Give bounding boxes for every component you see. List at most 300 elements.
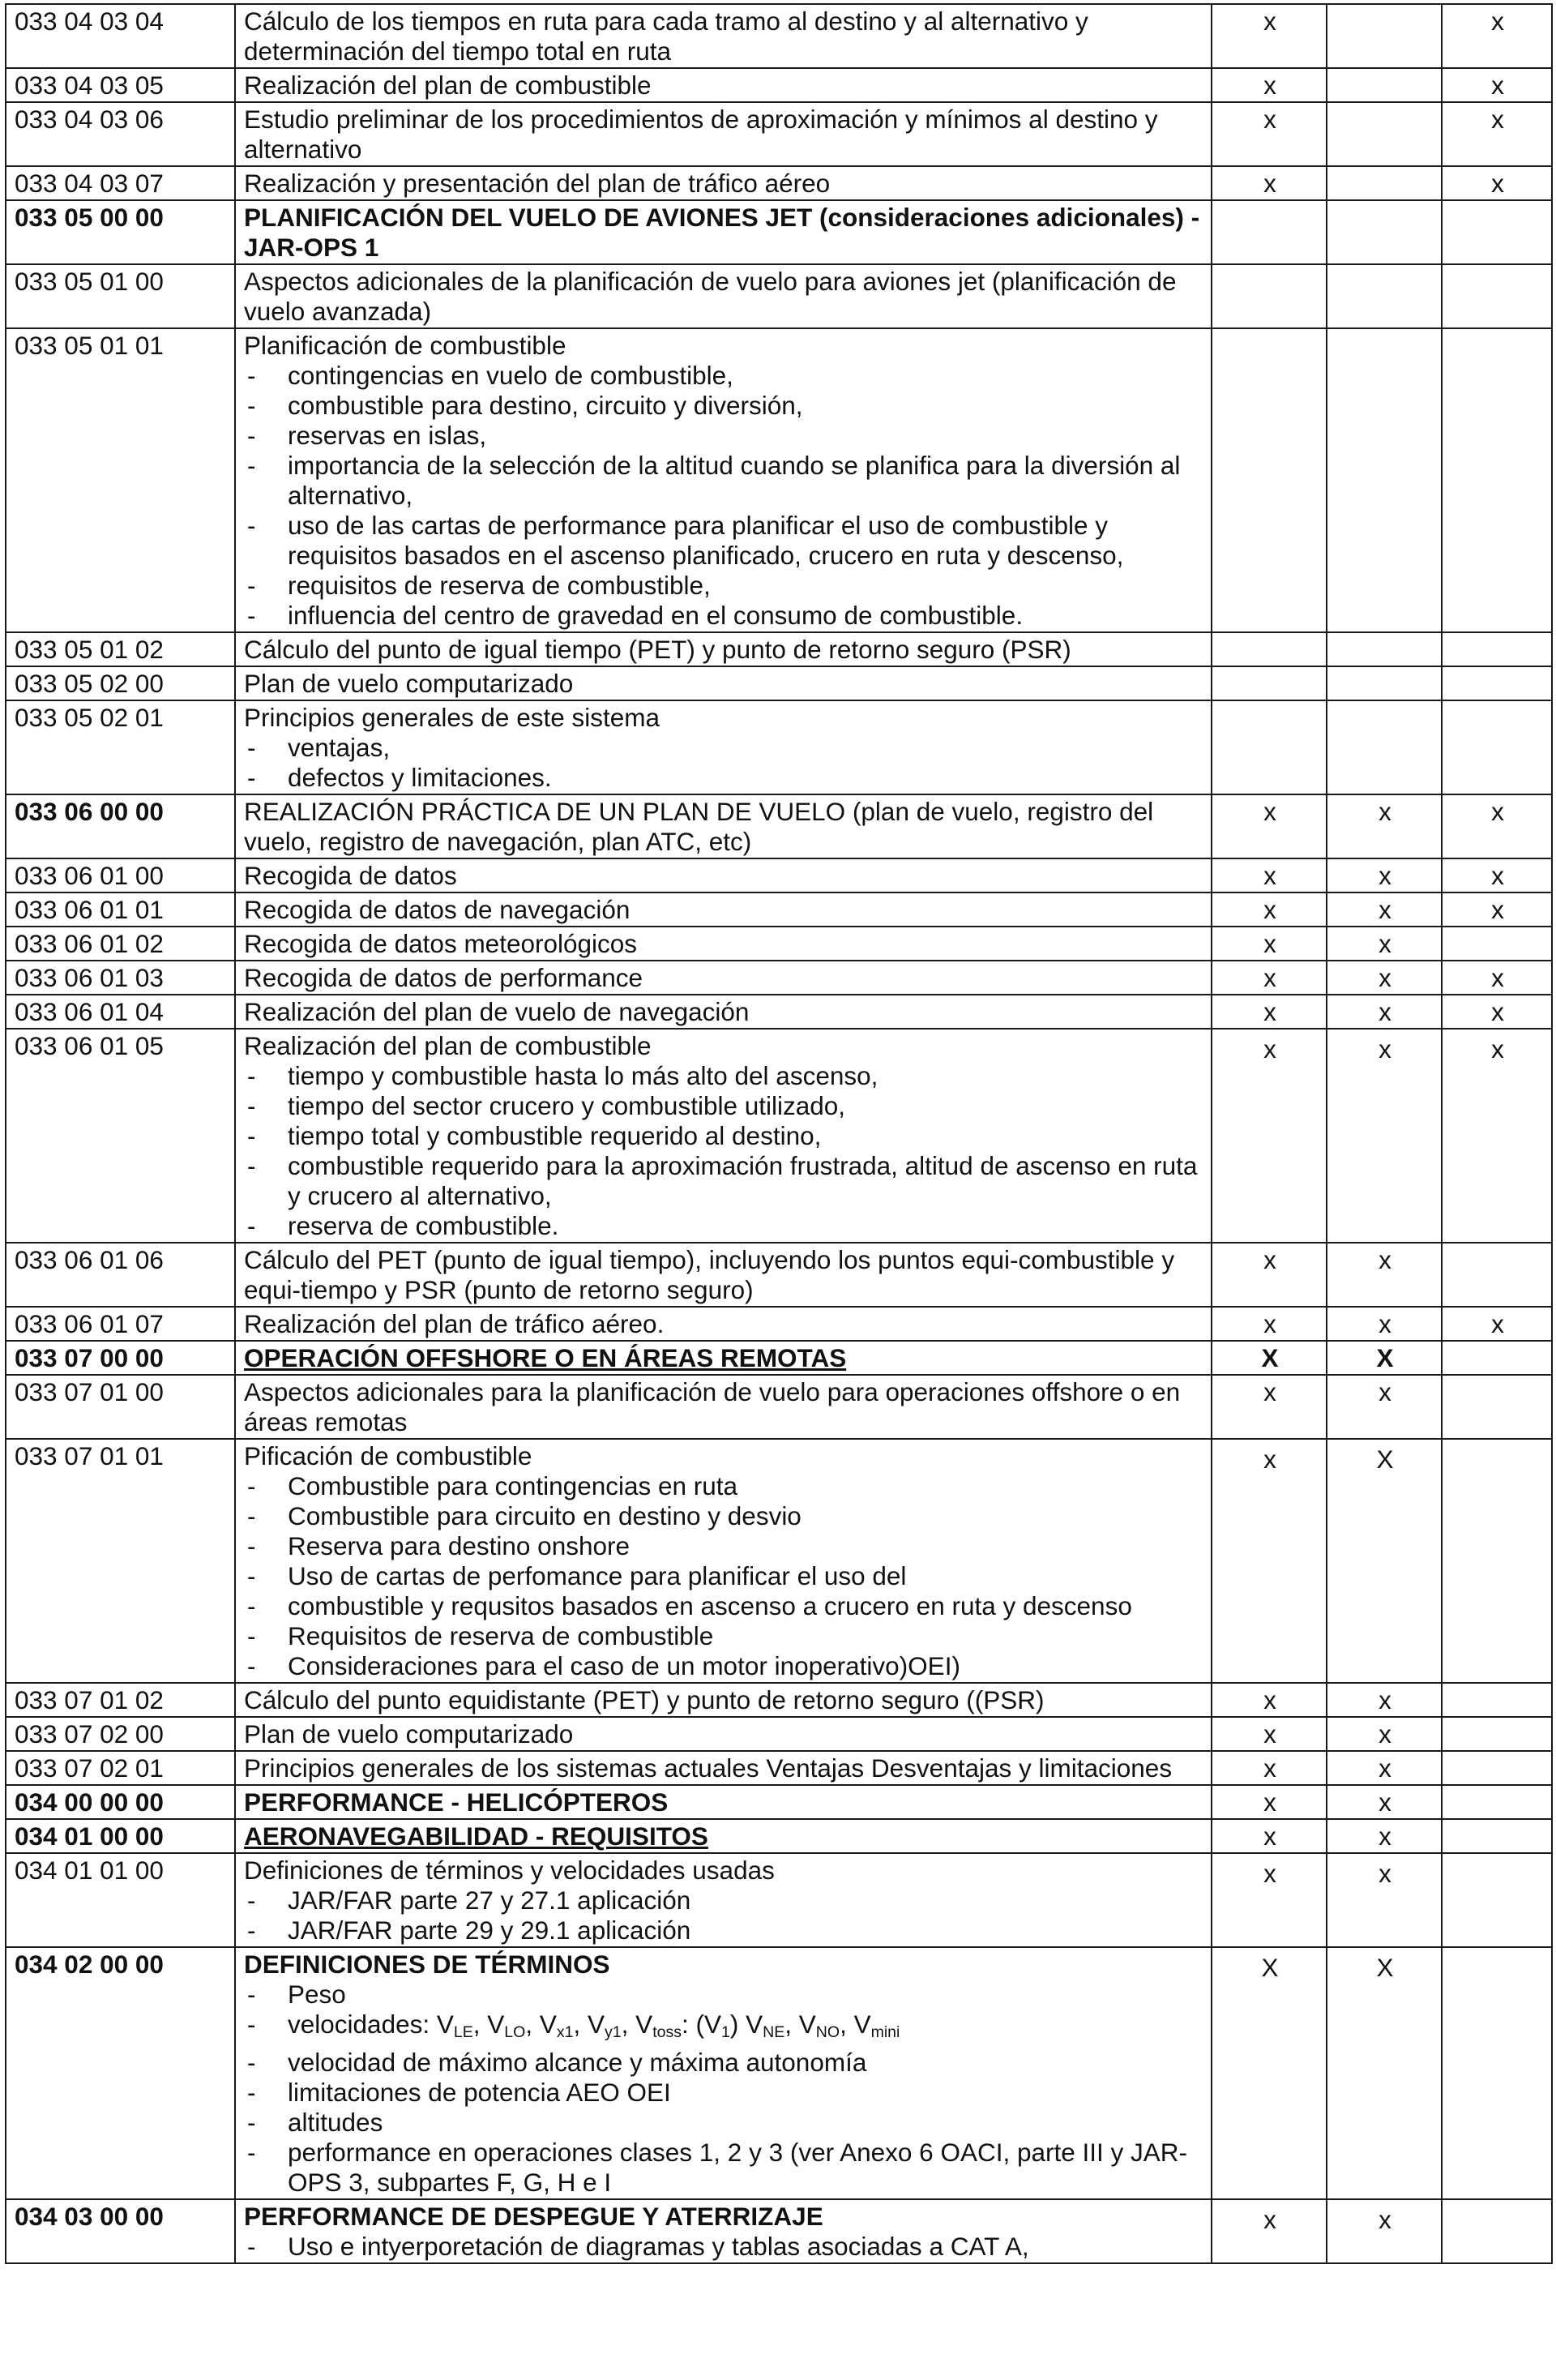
applicability-cell-2 xyxy=(1327,68,1442,102)
table-row xyxy=(6,1375,1552,1439)
syllabus-description xyxy=(235,892,1212,927)
topic-title: Recogida de datos meteorológicos xyxy=(244,929,638,958)
table-row xyxy=(6,700,1552,794)
table-row xyxy=(6,995,1552,1029)
applicability-mark: X xyxy=(1261,1343,1279,1372)
applicability-mark: x xyxy=(1263,929,1276,958)
table-row xyxy=(6,1853,1552,1947)
applicability-mark: x xyxy=(1263,1309,1276,1338)
bullet-item: - JAR/FAR parte 29 y 29.1 aplicación xyxy=(244,1916,1204,1946)
bullet-item: - ventajas, xyxy=(244,733,1204,763)
applicability-cell-1 xyxy=(1212,2199,1327,2263)
syllabus-code: 034 02 00 00 xyxy=(6,1947,235,2199)
applicability-mark: x xyxy=(1263,861,1276,890)
applicability-cell-1 xyxy=(1212,68,1327,102)
topic-title: Realización del plan de tráfico aéreo. xyxy=(244,1309,665,1338)
syllabus-description xyxy=(235,1375,1212,1439)
applicability-mark: x xyxy=(1263,169,1276,198)
syllabus-code: 033 07 00 00 xyxy=(6,1341,235,1375)
syllabus-code: 033 06 01 02 xyxy=(6,927,235,961)
applicability-cell-1 xyxy=(1212,4,1327,68)
syllabus-description xyxy=(235,666,1212,700)
syllabus-description xyxy=(235,264,1212,328)
applicability-cell-1 xyxy=(1212,858,1327,892)
topic-title: Planificación de combustible xyxy=(244,331,566,360)
applicability-cell-3 xyxy=(1442,1375,1552,1439)
topic-title: Recogida de datos de navegación xyxy=(244,895,631,924)
applicability-mark: x xyxy=(1263,997,1276,1026)
applicability-mark: x xyxy=(1379,997,1391,1026)
syllabus-code: 033 06 01 04 xyxy=(6,995,235,1029)
applicability-cell-1 xyxy=(1212,1307,1327,1341)
applicability-mark: x xyxy=(1491,1034,1504,1064)
topic-title: PERFORMANCE DE DESPEGUE Y ATERRIZAJE xyxy=(244,2201,823,2231)
applicability-mark: x xyxy=(1263,895,1276,924)
syllabus-description xyxy=(235,200,1212,264)
topic-title: Aspectos adicionales para la planificación de vuelo para operaciones offshore o en áreas remotas xyxy=(244,1377,1181,1436)
bullet-item: - altitudes xyxy=(244,2108,1204,2138)
applicability-cell-1 xyxy=(1212,995,1327,1029)
syllabus-description xyxy=(235,1307,1212,1341)
applicability-cell-1 xyxy=(1212,1717,1327,1751)
syllabus-code: 033 04 03 07 xyxy=(6,166,235,200)
applicability-mark: X xyxy=(1376,1343,1394,1372)
applicability-cell-2 xyxy=(1327,102,1442,166)
applicability-cell-2 xyxy=(1327,1375,1442,1439)
bullet-list xyxy=(244,1886,1204,1946)
applicability-mark: x xyxy=(1379,1377,1391,1406)
applicability-cell-1 xyxy=(1212,892,1327,927)
topic-title: Cálculo del punto de igual tiempo (PET) y punto de retorno seguro (PSR) xyxy=(244,635,1071,664)
bullet-item: - combustible y requsitos basados en ascenso a crucero en ruta y descenso xyxy=(244,1591,1204,1621)
bullet-item: - Reserva para destino onshore xyxy=(244,1531,1204,1561)
syllabus-code: 033 07 02 01 xyxy=(6,1751,235,1785)
applicability-cell-3 xyxy=(1442,1947,1552,2199)
applicability-cell-2 xyxy=(1327,1243,1442,1307)
applicability-cell-1 xyxy=(1212,1683,1327,1717)
applicability-mark: X xyxy=(1261,1953,1279,1982)
syllabus-description xyxy=(235,995,1212,1029)
applicability-mark: x xyxy=(1491,6,1504,36)
applicability-mark: x xyxy=(1379,2204,1391,2234)
applicability-mark: x xyxy=(1379,1309,1391,1338)
table-row xyxy=(6,927,1552,961)
bullet-list xyxy=(244,733,1204,793)
bullet-item: - Combustible para contingencias en ruta xyxy=(244,1471,1204,1501)
table-row xyxy=(6,4,1552,68)
syllabus-code: 033 07 01 00 xyxy=(6,1375,235,1439)
syllabus-code: 033 05 01 01 xyxy=(6,328,235,632)
applicability-cell-3 xyxy=(1442,892,1552,927)
applicability-mark: x xyxy=(1379,1859,1391,1888)
applicability-mark: x xyxy=(1263,1445,1276,1474)
applicability-cell-2 xyxy=(1327,4,1442,68)
syllabus-code: 033 06 00 00 xyxy=(6,794,235,858)
applicability-cell-2 xyxy=(1327,1029,1442,1243)
syllabus-rows xyxy=(6,4,1552,2263)
bullet-item: - tiempo del sector crucero y combustible utilizado, xyxy=(244,1091,1204,1121)
topic-title: AERONAVEGABILIDAD - REQUISITOS xyxy=(244,1821,708,1851)
bullet-list xyxy=(244,1471,1204,1681)
topic-title: PLANIFICACIÓN DEL VUELO DE AVIONES JET (consideraciones adicionales) - JAR-OPS 1 xyxy=(244,203,1200,262)
applicability-cell-2 xyxy=(1327,1341,1442,1375)
applicability-mark: x xyxy=(1379,1753,1391,1783)
applicability-cell-2 xyxy=(1327,328,1442,632)
syllabus-code: 033 07 01 01 xyxy=(6,1439,235,1683)
bullet-item: - Requisitos de reserva de combustible xyxy=(244,1621,1204,1651)
syllabus-code: 034 00 00 00 xyxy=(6,1785,235,1819)
applicability-cell-2 xyxy=(1327,1717,1442,1751)
applicability-cell-3 xyxy=(1442,1439,1552,1683)
applicability-mark: x xyxy=(1491,1309,1504,1338)
topic-title: DEFINICIONES DE TÉRMINOS xyxy=(244,1950,610,1979)
bullet-item: - JAR/FAR parte 27 y 27.1 aplicación xyxy=(244,1886,1204,1916)
applicability-mark: x xyxy=(1379,797,1391,826)
applicability-cell-1 xyxy=(1212,927,1327,961)
applicability-mark: x xyxy=(1491,169,1504,198)
syllabus-description xyxy=(235,927,1212,961)
applicability-cell-2 xyxy=(1327,892,1442,927)
applicability-cell-1 xyxy=(1212,1375,1327,1439)
bullet-item: - velocidades: $V_{LE}$, $V_{LO}$, $V_{x1}$, $V_{y1}$, $V_{toss}$: $(V_1)$ $V_{NE}$, $V_{NO}$, $V_{mini}$ xyxy=(244,2010,1204,2048)
applicability-mark: x xyxy=(1263,1787,1276,1817)
table-row xyxy=(6,858,1552,892)
applicability-cell-3 xyxy=(1442,68,1552,102)
syllabus-page xyxy=(5,3,1551,2264)
bullet-item: - combustible para destino, circuito y diversión, xyxy=(244,391,1204,421)
applicability-cell-2 xyxy=(1327,794,1442,858)
applicability-mark: x xyxy=(1491,71,1504,100)
applicability-cell-1 xyxy=(1212,1439,1327,1683)
applicability-mark: x xyxy=(1263,1753,1276,1783)
table-row xyxy=(6,1683,1552,1717)
applicability-mark: x xyxy=(1491,105,1504,134)
bullet-list xyxy=(244,1980,1204,2198)
applicability-cell-3 xyxy=(1442,166,1552,200)
applicability-mark: x xyxy=(1491,861,1504,890)
applicability-cell-2 xyxy=(1327,1683,1442,1717)
applicability-mark: x xyxy=(1379,929,1391,958)
applicability-cell-1 xyxy=(1212,1029,1327,1243)
applicability-mark: x xyxy=(1263,1685,1276,1714)
syllabus-description xyxy=(235,1341,1212,1375)
applicability-cell-2 xyxy=(1327,1751,1442,1785)
applicability-mark: x xyxy=(1379,1685,1391,1714)
applicability-mark: x xyxy=(1263,963,1276,992)
applicability-cell-2 xyxy=(1327,1947,1442,2199)
syllabus-description xyxy=(235,1785,1212,1819)
applicability-mark: x xyxy=(1379,1787,1391,1817)
bullet-item: - Peso xyxy=(244,1980,1204,2010)
applicability-cell-1 xyxy=(1212,1243,1327,1307)
applicability-mark: x xyxy=(1379,895,1391,924)
applicability-cell-1 xyxy=(1212,1341,1327,1375)
applicability-cell-3 xyxy=(1442,1853,1552,1947)
applicability-cell-3 xyxy=(1442,1307,1552,1341)
bullet-item: - reserva de combustible. xyxy=(244,1211,1204,1241)
bullet-item: - contingencias en vuelo de combustible, xyxy=(244,361,1204,391)
applicability-cell-3 xyxy=(1442,927,1552,961)
applicability-cell-3 xyxy=(1442,1751,1552,1785)
topic-title: Estudio preliminar de los procedimientos de aproximación y mínimos al destino y alternativo xyxy=(244,105,1158,164)
syllabus-code: 033 04 03 06 xyxy=(6,102,235,166)
table-row xyxy=(6,666,1552,700)
topic-title: Recogida de datos de performance xyxy=(244,963,643,992)
applicability-cell-2 xyxy=(1327,1853,1442,1947)
applicability-mark: x xyxy=(1379,861,1391,890)
syllabus-code: 034 01 00 00 xyxy=(6,1819,235,1853)
applicability-mark: x xyxy=(1491,997,1504,1026)
syllabus-code: 033 05 01 00 xyxy=(6,264,235,328)
applicability-cell-3 xyxy=(1442,1785,1552,1819)
syllabus-code: 033 05 02 00 xyxy=(6,666,235,700)
applicability-mark: x xyxy=(1379,963,1391,992)
syllabus-description xyxy=(235,328,1212,632)
bullet-item: - uso de las cartas de performance para planificar el uso de combustible y requisitos basados en el ascenso planificado, crucero en ruta y descenso, xyxy=(244,511,1204,571)
bullet-item: - combustible requerido para la aproximación frustrada, altitud de ascenso en ruta y crucero al alternativo, xyxy=(244,1151,1204,1211)
applicability-cell-1 xyxy=(1212,102,1327,166)
syllabus-description xyxy=(235,1243,1212,1307)
syllabus-code: 034 03 00 00 xyxy=(6,2199,235,2263)
table-row xyxy=(6,1439,1552,1683)
bullet-item: - tiempo total y combustible requerido al destino, xyxy=(244,1121,1204,1151)
table-row xyxy=(6,1243,1552,1307)
table-row xyxy=(6,794,1552,858)
applicability-cell-2 xyxy=(1327,200,1442,264)
syllabus-code: 033 06 01 05 xyxy=(6,1029,235,1243)
applicability-cell-2 xyxy=(1327,1819,1442,1853)
applicability-mark: x xyxy=(1379,1034,1391,1064)
syllabus-description xyxy=(235,2199,1212,2263)
table-row xyxy=(6,264,1552,328)
syllabus-code: 033 07 02 00 xyxy=(6,1717,235,1751)
syllabus-code: 033 04 03 05 xyxy=(6,68,235,102)
syllabus-code: 033 06 01 07 xyxy=(6,1307,235,1341)
table-row xyxy=(6,1341,1552,1375)
topic-title: Realización del plan de combustible xyxy=(244,1031,652,1060)
applicability-cell-1 xyxy=(1212,166,1327,200)
applicability-cell-2 xyxy=(1327,1307,1442,1341)
applicability-cell-2 xyxy=(1327,2199,1442,2263)
applicability-cell-3 xyxy=(1442,1717,1552,1751)
bullet-item: - influencia del centro de gravedad en el consumo de combustible. xyxy=(244,601,1204,631)
bullet-item: - Consideraciones para el caso de un motor inoperativo)OEI) xyxy=(244,1651,1204,1681)
topic-title: Plan de vuelo computarizado xyxy=(244,1719,574,1749)
applicability-cell-1 xyxy=(1212,1947,1327,2199)
applicability-cell-2 xyxy=(1327,1439,1442,1683)
table-row xyxy=(6,1751,1552,1785)
applicability-mark: x xyxy=(1263,1719,1276,1749)
syllabus-description xyxy=(235,1947,1212,2199)
applicability-cell-2 xyxy=(1327,927,1442,961)
table-row xyxy=(6,1717,1552,1751)
syllabus-description xyxy=(235,1683,1212,1717)
applicability-cell-2 xyxy=(1327,264,1442,328)
table-row xyxy=(6,1029,1552,1243)
applicability-mark: x xyxy=(1263,1377,1276,1406)
syllabus-description xyxy=(235,1029,1212,1243)
syllabus-description xyxy=(235,1439,1212,1683)
topic-title: Plan de vuelo computarizado xyxy=(244,669,574,698)
table-row xyxy=(6,961,1552,995)
applicability-cell-1 xyxy=(1212,200,1327,264)
table-row xyxy=(6,1819,1552,1853)
applicability-cell-2 xyxy=(1327,1785,1442,1819)
applicability-mark: x xyxy=(1263,105,1276,134)
applicability-cell-1 xyxy=(1212,700,1327,794)
syllabus-description xyxy=(235,1717,1212,1751)
syllabus-code: 033 06 01 01 xyxy=(6,892,235,927)
topic-title: OPERACIÓN OFFSHORE O EN ÁREAS REMOTAS xyxy=(244,1343,847,1372)
syllabus-code: 033 05 00 00 xyxy=(6,200,235,264)
bullet-item: - Combustible para circuito en destino y desvio xyxy=(244,1501,1204,1531)
applicability-cell-2 xyxy=(1327,995,1442,1029)
applicability-cell-3 xyxy=(1442,1819,1552,1853)
table-row xyxy=(6,200,1552,264)
applicability-cell-3 xyxy=(1442,1243,1552,1307)
bullet-item: - tiempo y combustible hasta lo más alto del ascenso, xyxy=(244,1061,1204,1091)
applicability-cell-3 xyxy=(1442,700,1552,794)
bullet-item: - Uso e intyerporetación de diagramas y tablas asociadas a CAT A, xyxy=(244,2232,1204,2262)
syllabus-code: 033 07 01 02 xyxy=(6,1683,235,1717)
applicability-mark: x xyxy=(1263,6,1276,36)
applicability-cell-3 xyxy=(1442,1683,1552,1717)
applicability-cell-3 xyxy=(1442,1341,1552,1375)
applicability-mark: X xyxy=(1376,1953,1394,1982)
applicability-mark: x xyxy=(1491,895,1504,924)
bullet-item: - Uso de cartas de perfomance para planificar el uso del xyxy=(244,1561,1204,1591)
applicability-mark: x xyxy=(1263,2204,1276,2234)
applicability-cell-1 xyxy=(1212,1751,1327,1785)
applicability-mark: x xyxy=(1379,1245,1391,1274)
applicability-cell-3 xyxy=(1442,995,1552,1029)
applicability-mark: X xyxy=(1376,1445,1394,1474)
applicability-mark: x xyxy=(1379,1821,1391,1851)
bullet-item: - velocidad de máximo alcance y máxima autonomía xyxy=(244,2048,1204,2078)
applicability-cell-2 xyxy=(1327,632,1442,666)
applicability-mark: x xyxy=(1263,1821,1276,1851)
table-row xyxy=(6,68,1552,102)
applicability-cell-3 xyxy=(1442,961,1552,995)
applicability-cell-1 xyxy=(1212,1819,1327,1853)
topic-title: Pificación de combustible xyxy=(244,1441,532,1470)
topic-title: Recogida de datos xyxy=(244,861,457,890)
topic-title: REALIZACIÓN PRÁCTICA DE UN PLAN DE VUELO (plan de vuelo, registro del vuelo, registro de navegación, plan ATC, etc) xyxy=(244,797,1154,856)
syllabus-description xyxy=(235,858,1212,892)
syllabus-description xyxy=(235,102,1212,166)
syllabus-description xyxy=(235,700,1212,794)
applicability-cell-1 xyxy=(1212,1853,1327,1947)
bullet-item: - reservas en islas, xyxy=(244,421,1204,451)
topic-title: Principios generales de este sistema xyxy=(244,703,660,732)
applicability-cell-2 xyxy=(1327,858,1442,892)
applicability-mark: x xyxy=(1263,1034,1276,1064)
topic-title: Principios generales de los sistemas actuales Ventajas Desventajas y limitaciones xyxy=(244,1753,1173,1783)
syllabus-code: 034 01 01 00 xyxy=(6,1853,235,1947)
applicability-cell-3 xyxy=(1442,264,1552,328)
applicability-mark: x xyxy=(1491,963,1504,992)
applicability-cell-1 xyxy=(1212,328,1327,632)
syllabus-description xyxy=(235,1751,1212,1785)
applicability-cell-3 xyxy=(1442,1029,1552,1243)
table-row xyxy=(6,328,1552,632)
topic-title: Realización del plan de vuelo de navegación xyxy=(244,997,750,1026)
bullet-item: - limitaciones de potencia AEO OEI xyxy=(244,2078,1204,2108)
topic-title: Realización del plan de combustible xyxy=(244,71,652,100)
applicability-cell-2 xyxy=(1327,700,1442,794)
topic-title: Aspectos adicionales de la planificación de vuelo para aviones jet (planificación de vuelo avanzada) xyxy=(244,267,1177,326)
bullet-list xyxy=(244,2232,1204,2262)
bullet-list xyxy=(244,1061,1204,1241)
table-row xyxy=(6,632,1552,666)
applicability-mark: x xyxy=(1263,1245,1276,1274)
applicability-cell-1 xyxy=(1212,632,1327,666)
table-row xyxy=(6,1947,1552,2199)
applicability-cell-3 xyxy=(1442,2199,1552,2263)
topic-title: Cálculo del punto equidistante (PET) y punto de retorno seguro ((PSR) xyxy=(244,1685,1045,1714)
syllabus-code: 033 04 03 04 xyxy=(6,4,235,68)
syllabus-description xyxy=(235,1819,1212,1853)
syllabus-code: 033 06 01 06 xyxy=(6,1243,235,1307)
applicability-cell-1 xyxy=(1212,264,1327,328)
topic-title: PERFORMANCE - HELICÓPTEROS xyxy=(244,1787,669,1817)
syllabus-table xyxy=(5,3,1553,2264)
table-row xyxy=(6,2199,1552,2263)
applicability-cell-2 xyxy=(1327,961,1442,995)
applicability-cell-3 xyxy=(1442,200,1552,264)
syllabus-description xyxy=(235,68,1212,102)
topic-title: Cálculo de los tiempos en ruta para cada tramo al destino y al alternativo y determinación del tiempo total en ruta xyxy=(244,6,1088,66)
bullet-item: - requisitos de reserva de combustible, xyxy=(244,571,1204,601)
applicability-cell-1 xyxy=(1212,666,1327,700)
syllabus-description xyxy=(235,4,1212,68)
syllabus-description xyxy=(235,1853,1212,1947)
applicability-cell-3 xyxy=(1442,858,1552,892)
table-row xyxy=(6,892,1552,927)
applicability-cell-3 xyxy=(1442,328,1552,632)
table-row xyxy=(6,102,1552,166)
applicability-cell-3 xyxy=(1442,4,1552,68)
table-row xyxy=(6,1307,1552,1341)
applicability-mark: x xyxy=(1491,797,1504,826)
syllabus-description xyxy=(235,166,1212,200)
syllabus-code: 033 05 01 02 xyxy=(6,632,235,666)
topic-title: Definiciones de términos y velocidades usadas xyxy=(244,1856,775,1885)
bullet-item: - performance en operaciones clases 1, 2 y 3 (ver Anexo 6 OACI, parte III y JAR-OPS 3, subpartes F, G, H e I xyxy=(244,2138,1204,2198)
syllabus-description xyxy=(235,794,1212,858)
applicability-cell-3 xyxy=(1442,102,1552,166)
syllabus-code: 033 05 02 01 xyxy=(6,700,235,794)
syllabus-code: 033 06 01 03 xyxy=(6,961,235,995)
applicability-cell-2 xyxy=(1327,666,1442,700)
table-row xyxy=(6,166,1552,200)
topic-title: Realización y presentación del plan de tráfico aéreo xyxy=(244,169,831,198)
table-row xyxy=(6,1785,1552,1819)
applicability-cell-2 xyxy=(1327,166,1442,200)
applicability-mark: x xyxy=(1263,1859,1276,1888)
applicability-cell-3 xyxy=(1442,666,1552,700)
bullet-item: - defectos y limitaciones. xyxy=(244,763,1204,793)
syllabus-code: 033 06 01 00 xyxy=(6,858,235,892)
topic-title: Cálculo del PET (punto de igual tiempo), incluyendo los puntos equi-combustible y equi-tiempo y PSR (punto de retorno seguro) xyxy=(244,1245,1175,1304)
applicability-cell-1 xyxy=(1212,961,1327,995)
applicability-cell-3 xyxy=(1442,794,1552,858)
syllabus-description xyxy=(235,632,1212,666)
applicability-cell-1 xyxy=(1212,1785,1327,1819)
bullet-list xyxy=(244,361,1204,631)
applicability-cell-3 xyxy=(1442,632,1552,666)
syllabus-description xyxy=(235,961,1212,995)
